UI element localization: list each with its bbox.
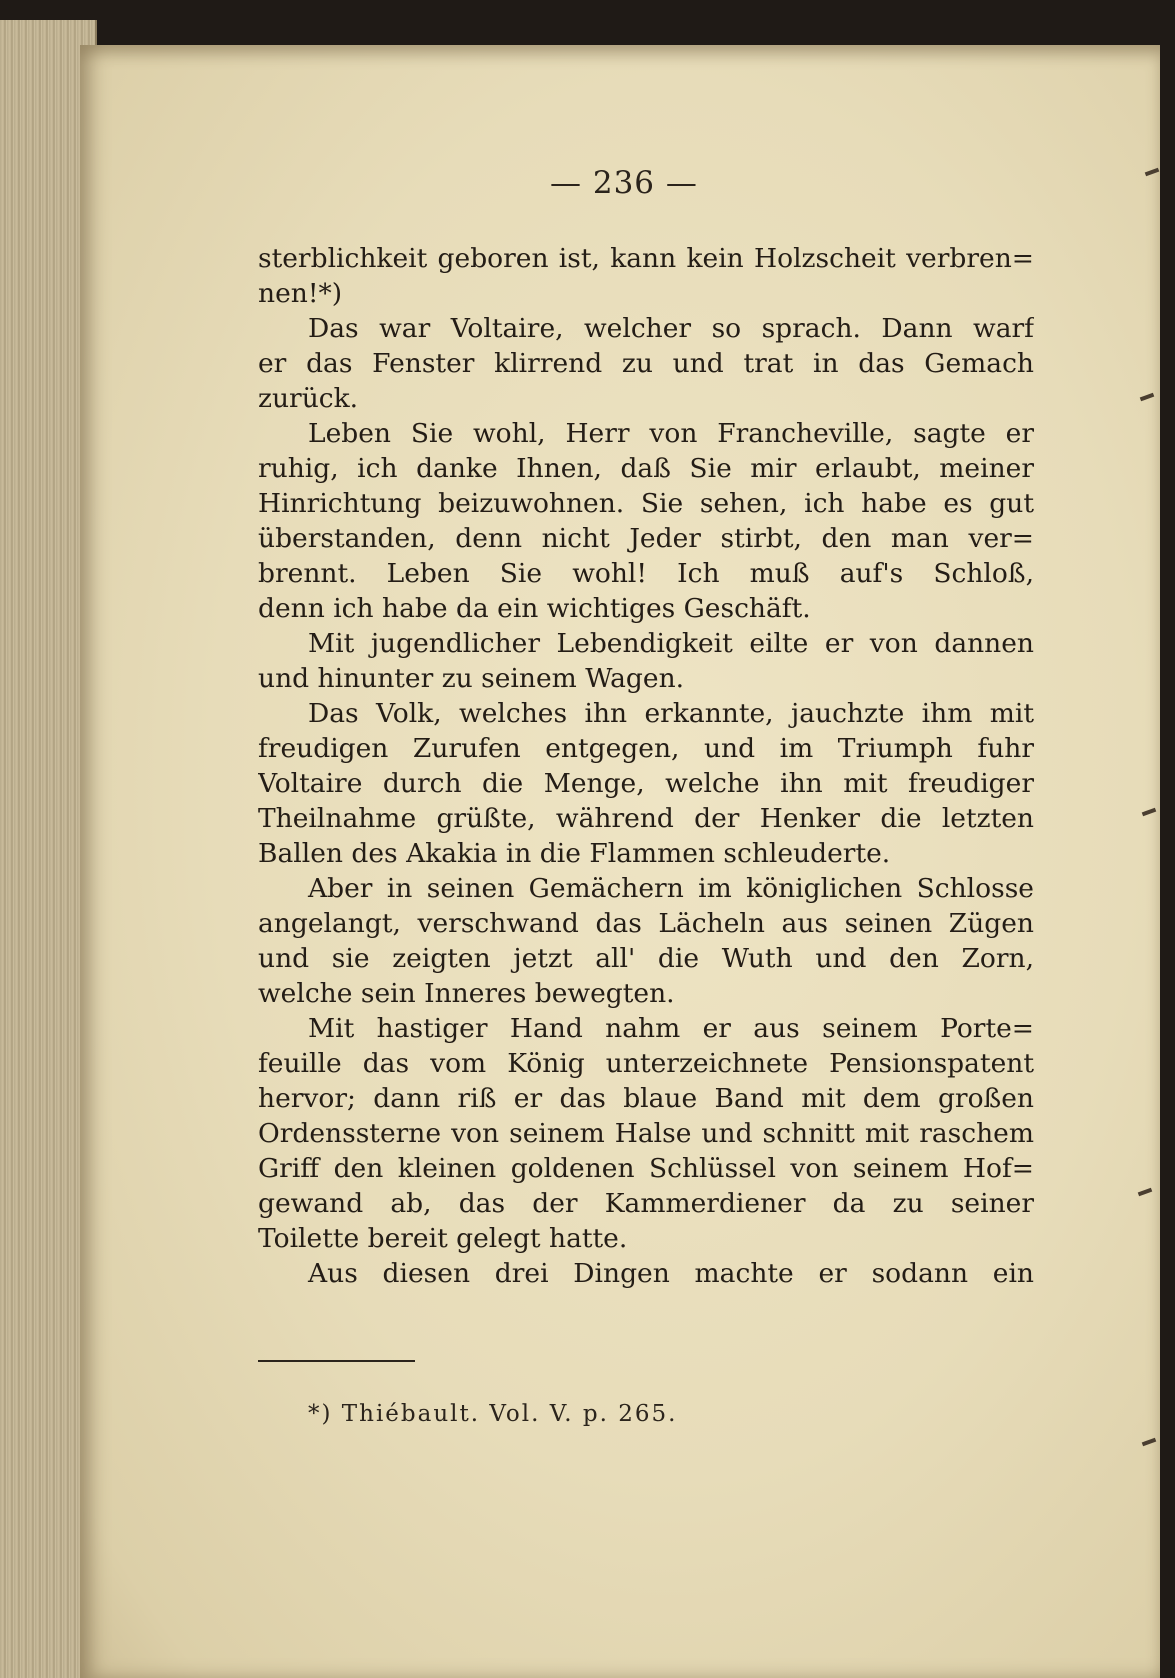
text-line: feuille das vom König unterzeichnete Pensionspatent xyxy=(258,1048,1034,1079)
text-line: sterblichkeit geboren ist, kann kein Holzscheit verbren= xyxy=(258,243,1034,274)
text-line: brennt. Leben Sie wohl! Ich muß auf's Schloß, xyxy=(258,558,1034,589)
text-line: Hinrichtung beizuwohnen. Sie sehen, ich habe es gut xyxy=(258,488,1034,519)
text-line: ruhig, ich danke Ihnen, daß Sie mir erlaubt, meiner xyxy=(258,453,1034,484)
footnote: *) Thiébault. Vol. V. p. 265. xyxy=(308,1401,678,1427)
text-line: denn ich habe da ein wichtiges Geschäft. xyxy=(258,593,811,624)
text-line: nen!*) xyxy=(258,278,343,309)
text-line: angelangt, verschwand das Lächeln aus seinen Zügen xyxy=(258,908,1034,939)
page-number: — 236 — xyxy=(550,165,698,201)
text-line: Mit jugendlicher Lebendigkeit eilte er von dannen xyxy=(308,628,1034,659)
text-line: überstanden, denn nicht Jeder stirbt, den man ver= xyxy=(258,523,1034,554)
text-line: Leben Sie wohl, Herr von Francheville, sagte er xyxy=(308,418,1034,449)
text-line: Griff den kleinen goldenen Schlüssel von seinem Hof= xyxy=(258,1153,1034,1184)
text-line: zurück. xyxy=(258,383,359,414)
text-line: Voltaire durch die Menge, welche ihn mit freudiger xyxy=(258,768,1034,799)
text-line: und hinunter zu seinem Wagen. xyxy=(258,663,685,694)
text-line: welche sein Inneres bewegten. xyxy=(258,978,675,1009)
body-text xyxy=(258,241,1034,1291)
text-line: Theilnahme grüßte, während der Henker die letzten xyxy=(258,803,1034,834)
text-line: freudigen Zurufen entgegen, und im Triumph fuhr xyxy=(258,733,1034,764)
text-line: und sie zeigten jetzt all' die Wuth und den Zorn, xyxy=(258,943,1034,974)
text-line: Toilette bereit gelegt hatte. xyxy=(258,1223,628,1254)
text-line: Aus diesen drei Dingen machte er sodann ein xyxy=(308,1258,1034,1289)
footnote-rule xyxy=(258,1360,415,1362)
text-line: Das war Voltaire, welcher so sprach. Dann warf xyxy=(308,313,1034,344)
text-line: Ordenssterne von seinem Halse und schnitt mit raschem xyxy=(258,1118,1034,1149)
text-line: Ballen des Akakia in die Flammen schleuderte. xyxy=(258,838,891,869)
text-line: Mit hastiger Hand nahm er aus seinem Porte= xyxy=(308,1013,1034,1044)
text-line: er das Fenster klirrend zu und trat in das Gemach xyxy=(258,348,1034,379)
text-line: Aber in seinen Gemächern im königlichen Schlosse xyxy=(308,873,1034,904)
text-line: gewand ab, das der Kammerdiener da zu seiner xyxy=(258,1188,1034,1219)
text-line: hervor; dann riß er das blaue Band mit dem großen xyxy=(258,1083,1034,1114)
text-line: Das Volk, welches ihn erkannte, jauchzte ihm mit xyxy=(308,698,1034,729)
